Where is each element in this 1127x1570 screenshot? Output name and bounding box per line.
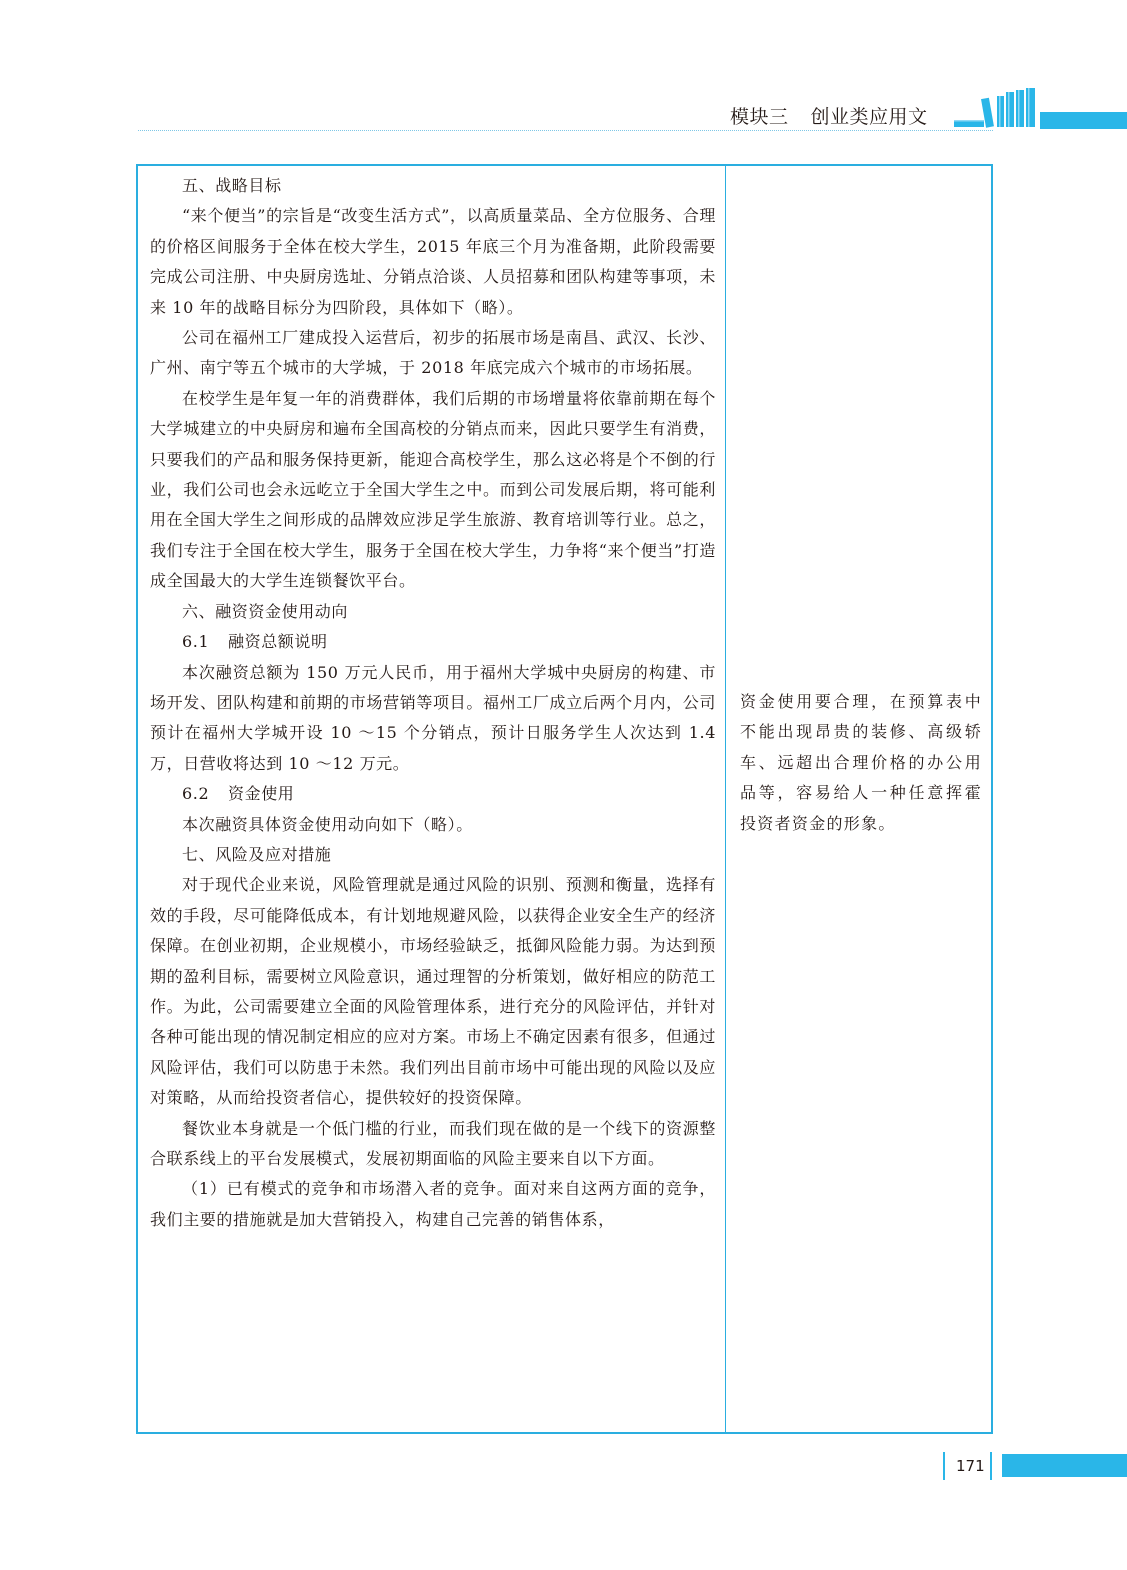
page-number-rule-left	[943, 1452, 945, 1480]
subheading-6-1	[150, 627, 716, 657]
paragraph: “来个便当”的宗旨是“改变生活方式”，以高质量菜品、全方位服务、合理的价格区间服务于全体在校大学生，2015 年底三个月为准备期，此阶段需要完成公司注册、中央厨房选址、分销点洽谈、人员招募和团队构建等事项，未来 10 年的战略目标分为四阶段，具体如下（略）。	[150, 206, 716, 317]
paragraph: 公司在福州工厂建成投入运营后，初步的拓展市场是南昌、武汉、长沙、广州、南宁等五个城市的大学城，于 2018 年底完成六个城市的市场拓展。	[150, 328, 716, 378]
main-column	[150, 171, 716, 1235]
heading-financing: 六、融资资金使用动向	[182, 601, 349, 621]
paragraph: 在校学生是年复一年的消费群体，我们后期的市场增量将依靠前期在每个大学城建立的中央厨房和遍布全国高校的分销点而来，因此只要学生有消费，只要我们的产品和服务保持更新，能迎合高校学生，那么这必将是个不倒的行业，我们公司也会永远屹立于全国大学生之中。而到公司发展后期，将可能利用在全国大学生之间形成的品牌效应涉足学生旅游、教育培训等行业。总之，我们专注于全国在校大学生，服务于全国在校大学生，力争将“来个便当”打造成全国最大的大学生连锁餐饮平台。	[150, 388, 716, 591]
page-number: 171	[956, 1457, 985, 1475]
heading-strategy: 五、战略目标	[182, 176, 282, 195]
paragraph: 对于现代企业来说，风险管理就是通过风险的识别、预测和衡量，选择有效的手段，尽可能降低成本，有计划地规避风险，以获得企业安全生产的经济保障。在创业初期，企业规模小，市场经验缺乏，抵御风险能力弱。为达到预期的盈利目标，需要树立风险意识，通过理智的分析策划，做好相应的防范工作。为此，公司需要建立全面的风险管理体系，进行充分的风险评估，并针对各种可能出现的情况制定相应的应对方案。市场上不确定因素有很多，但通过风险评估，我们可以防患于未然。我们列出目前市场中可能出现的风险以及应对策略，从而给投资者信心，提供较好的投资保障。	[150, 875, 716, 1108]
page-number-rule-right	[990, 1452, 992, 1480]
books-icon	[950, 86, 1042, 130]
column-divider	[725, 164, 726, 1432]
side-note: 资金使用要合理，在预算表中不能出现昂贵的装修、高级轿车、远超出合理价格的办公用品等，容易给人一种任意挥霍投资者资金的形象。	[740, 692, 982, 833]
subheading-title: 融资总额说明	[228, 632, 328, 652]
side-note-column	[740, 687, 982, 839]
module-title: 创业类应用文	[810, 106, 928, 128]
paragraph: 餐饮业本身就是一个低门槛的行业，而我们现在做的是一个线下的资源整合联系线上的平台发展模式，发展初期面临的风险主要来自以下方面。	[150, 1118, 716, 1168]
subheading-number: 6.1	[182, 632, 210, 652]
subheading-6-2	[150, 779, 716, 809]
paragraph: 本次融资具体资金使用动向如下（略）。	[182, 814, 473, 834]
header-accent-bar	[1040, 112, 1127, 129]
paragraph: （1）已有模式的竞争和市场潜入者的竞争。面对来自这两方面的竞争，我们主要的措施就是加大营销投入，构建自己完善的销售体系，	[150, 1179, 716, 1229]
subheading-title: 资金使用	[228, 784, 295, 804]
module-label: 模块三	[730, 106, 789, 128]
running-header	[730, 102, 928, 132]
paragraph: 本次融资总额为 150 万元人民币，用于福州大学城中央厨房的构建、市场开发、团队构建和前期的市场营销等项目。福州工厂成立后两个月内，公司预计在福州大学城开设 10 ～15 个分销点，预计日服务学生人次达到 1.4 万，日营收将达到 10 ～12 万元。	[150, 662, 716, 773]
heading-risk: 七、风险及应对措施	[182, 844, 332, 864]
footer-accent-bar	[1002, 1454, 1127, 1477]
header-rule	[138, 130, 993, 131]
subheading-number: 6.2	[182, 784, 210, 804]
